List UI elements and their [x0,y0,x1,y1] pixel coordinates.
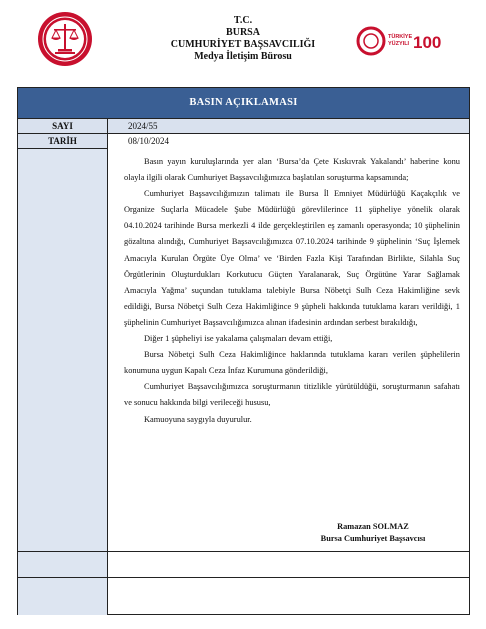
svg-text:YÜZYILI: YÜZYILI [388,41,410,47]
sayi-label: SAYI [18,119,108,134]
banner-title: BASIN AÇIKLAMASI [18,88,469,118]
paragraph: Cumhuriyet Başsavcılığımızın talimatı ile Bursa İl Emniyet Müdürlüğü Kaçakçılık ve Organize Suçlarla Mücadele Şube Müdürlüğü görevlilerince 11 şüpheliye yönelik olarak 04.10.2024 tarihinde Bursa merkezli 4 ilde gerçekleştirilen eş zamanlı operasyonda; 10 şüphelinin gözaltına alındığı, Cumhuriyet Başsavcılığımızca 07.10.2024 tarihinde 9 şüphelinin ‘Suç İşlemek Amacıyla Kurulan Örgüte Üye Olma’ ve ‘Birden Fazla Kişi Tarafından Birlikte, Silahla Suç Örgütlerinin Oluşturdukları Korkutucu Güçten Yaralanarak, Suç Örgütüne Yarar Sağlamak Amacıyla Yağma’ suçundan tutuklama talebiyle Bursa Nöbetçi Sulh Ceza Hakimliğine sevk edildiği, Bursa Nöbetçi Sulh Ceza Hakimliğince 9 şüpheli hakkında tutuklama kararı verildiği, 1 şüphelinin Cumhuriyet Başsavcılığımızca alınan ifadesinin ardından serbest bırakıldığı, [124,189,460,327]
paragraph: Diğer 1 şüpheliyi ise yakalama çalışmaları devam ettiği, [144,334,333,344]
sayi-row [18,118,469,134]
letterhead [0,0,486,90]
signature-title: Bursa Cumhuriyet Başsavcısı [320,534,426,543]
footer-row [18,577,469,615]
press-release-sheet [17,87,470,615]
turkiye-yuzyili-logo-icon [355,24,445,58]
svg-text:TÜRKİYE: TÜRKİYE [388,34,413,40]
footer-label-cell [18,552,108,578]
signature-name: Ramazan SOLMAZ [337,522,409,531]
tarih-value: 08/10/2024 [128,136,170,146]
org-line-bureau: Medya İletişim Bürosu [194,51,292,62]
footer-row [18,551,469,578]
signature-block [298,521,448,545]
sayi-value: 2024/55 [128,121,158,131]
prosecutor-seal-icon [36,10,94,68]
org-line-city: BURSA [226,27,260,38]
statement-body [124,154,460,428]
org-line-office: CUMHURİYET BAŞSAVCILIĞI [170,39,316,50]
org-line-tc: T.C. [233,15,253,26]
paragraph: Bursa Nöbetçi Sulh Ceza Hakimliğince haklarında tutuklama kararı verilen şüphelilerin konumuna uygun Kapalı Ceza İnfaz Kurumuna gönderildiği, [124,350,460,376]
logo-number: 100 [413,33,442,52]
tarih-row [18,133,469,149]
footer-label-cell [18,578,108,615]
organization-name [120,15,366,63]
paragraph: Kamuoyuna saygıyla duyurulur. [144,414,252,424]
paragraph: Basın yayın kuruluşlarında yer alan ‘Bursa’da Çete Kıskıvrak Yakalandı’ haberine konu olayla ilgili olarak Cumhuriyet Başsavcılığımızca başlatılan soruşturma kapsamında; [124,157,460,183]
paragraph: Cumhuriyet Başsavcılığımızca soruşturmanın titizlikle yürütüldüğü, soruşturmanın safahatı ve sonucu hakkında bilgi verileceği hususu, [124,382,460,408]
left-label-column [18,148,108,551]
tarih-label: TARİH [18,134,108,149]
